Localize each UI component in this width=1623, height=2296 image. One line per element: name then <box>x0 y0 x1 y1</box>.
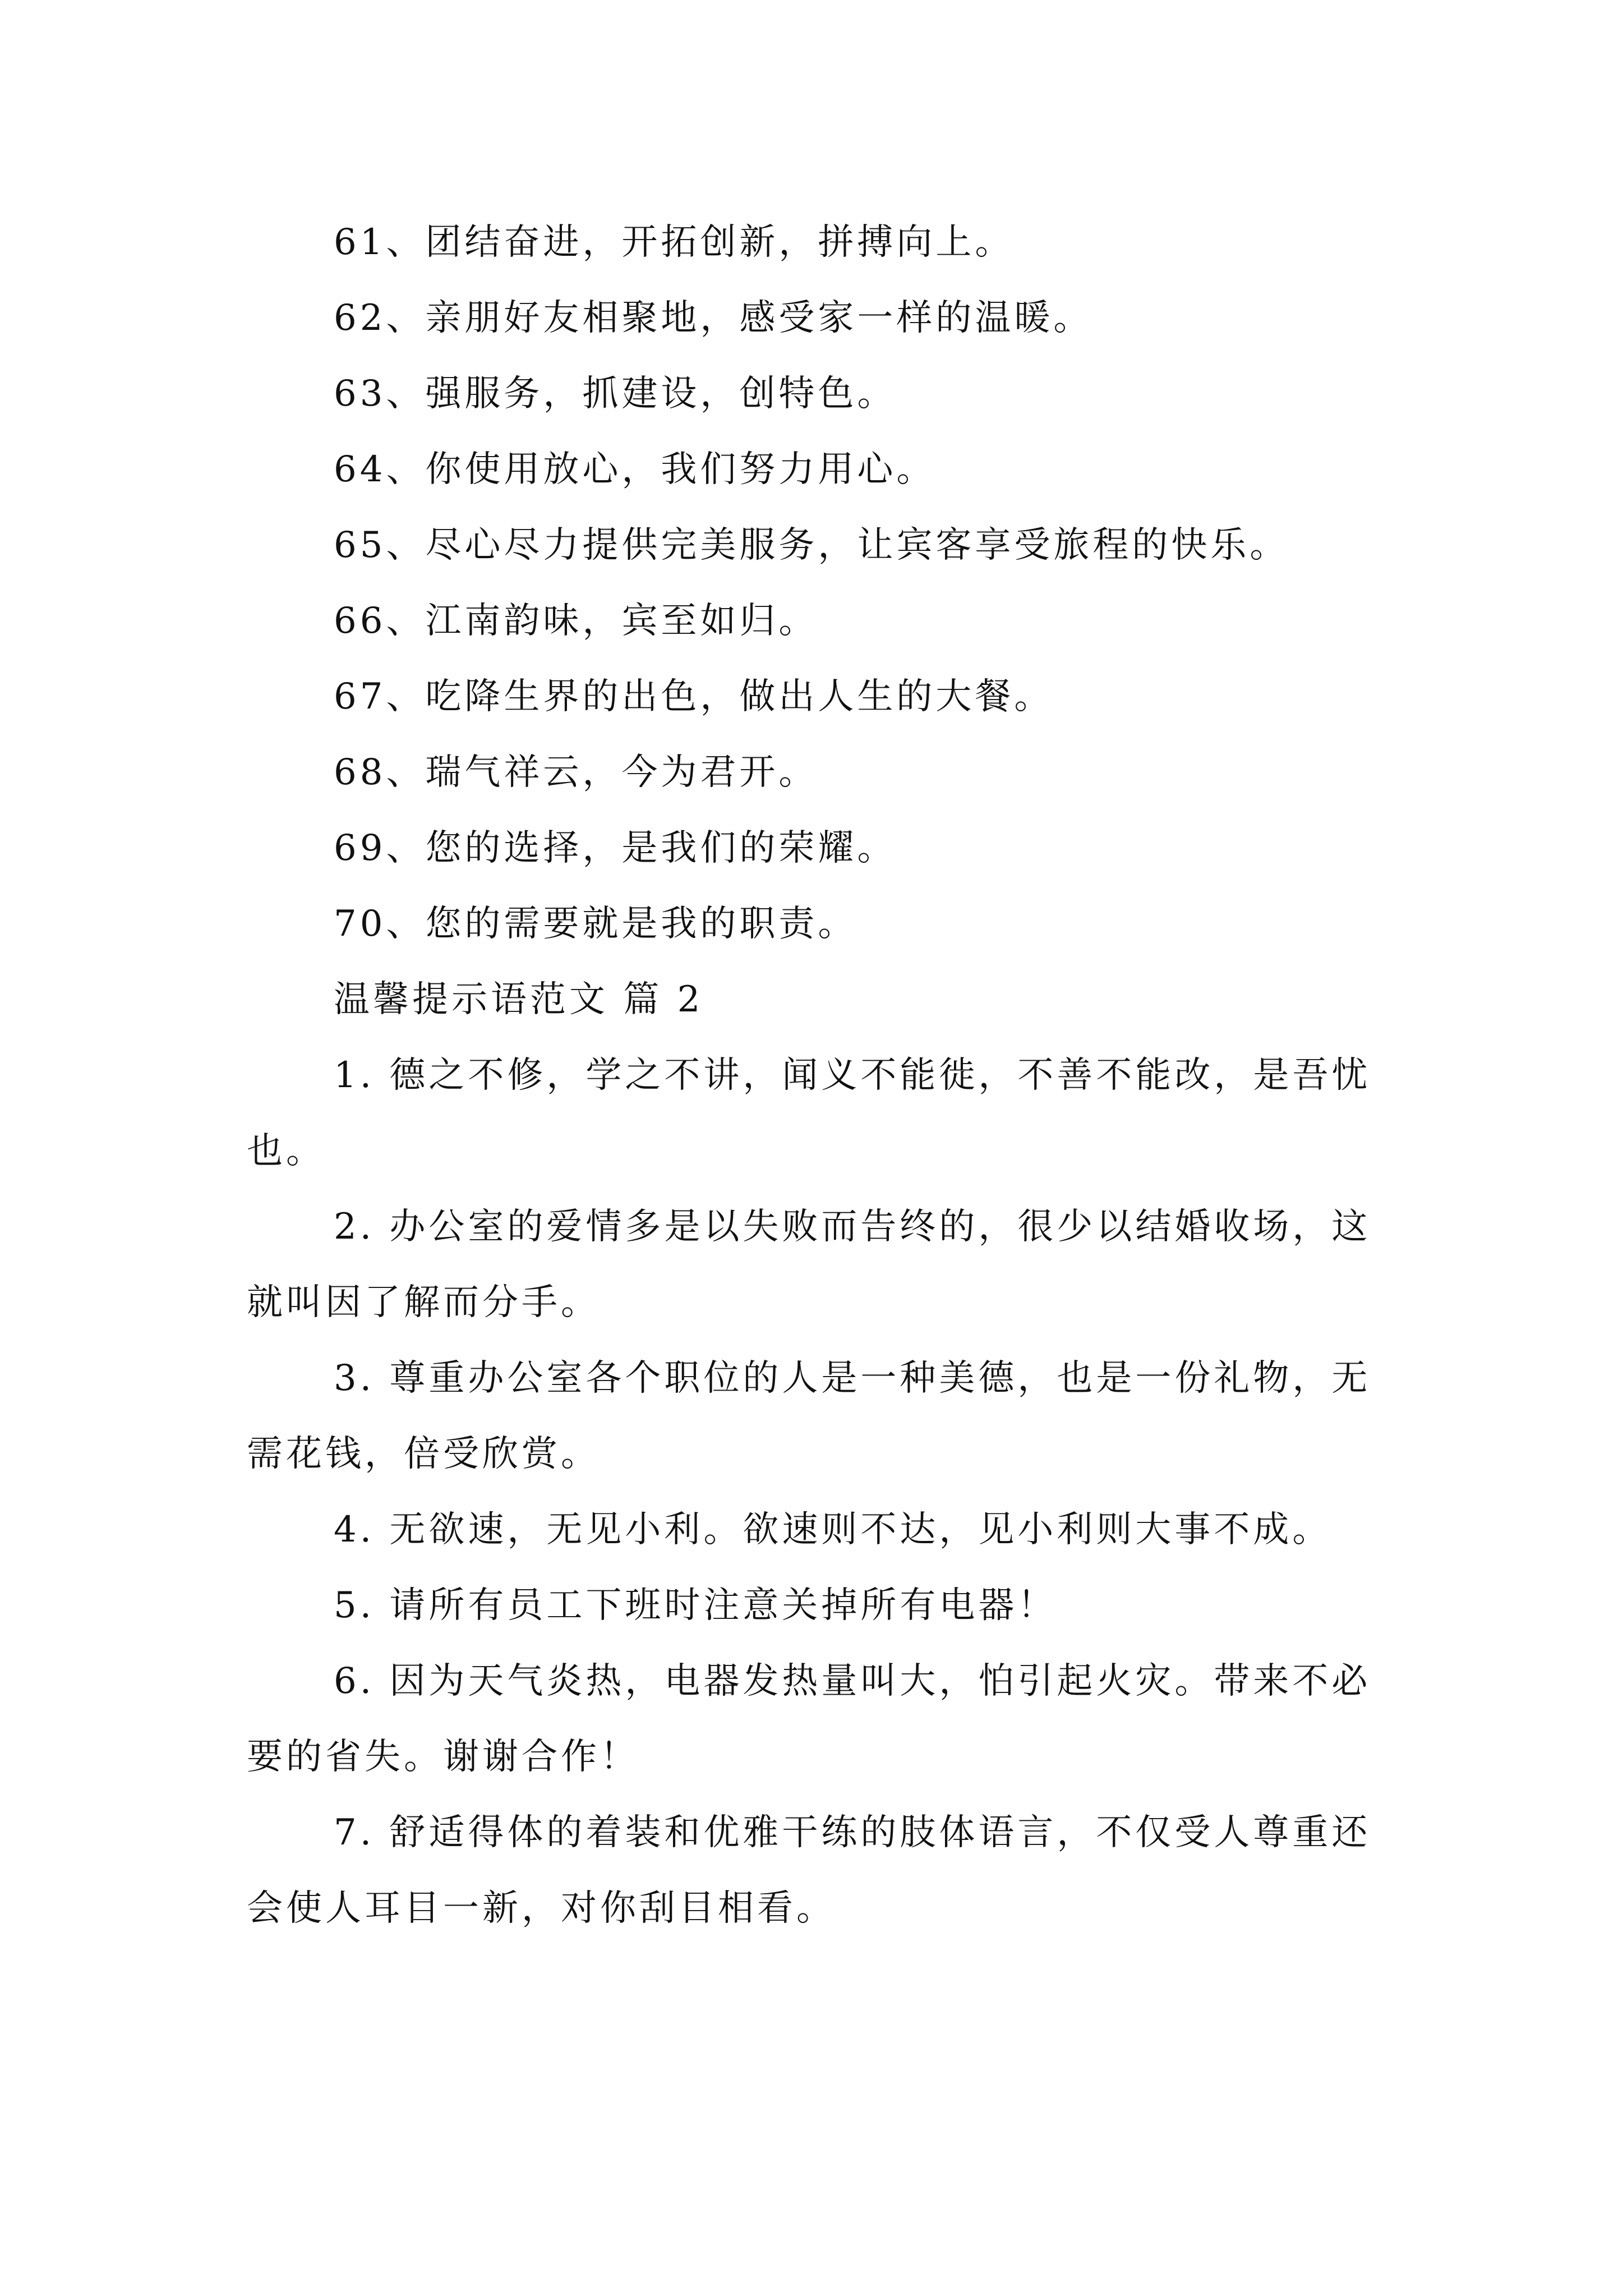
slogan-item: 65、尽心尽力提供完美服务，让宾客享受旅程的快乐。 <box>334 524 1289 566</box>
tip-paragraph: 4. 无欲速，无见小利。欲速则不达，见小利则大事不成。 <box>334 1509 1332 1550</box>
slogan-item: 70、您的需要就是我的职责。 <box>334 903 857 945</box>
slogan-item: 64、你使用放心，我们努力用心。 <box>334 449 936 490</box>
tip-paragraph: 7. 舒适得体的着装和优雅干练的肢体语言，不仅受人尊重还会使人耳目一新，对你刮目相看。 <box>247 1812 1371 1929</box>
section-title: 温馨提示语范文 篇 2 <box>334 979 704 1020</box>
tip-paragraph: 1. 德之不修，学之不讲，闻义不能徙，不善不能改，是吾忧也。 <box>247 1055 1371 1172</box>
tip-paragraph: 5. 请所有员工下班时注意关掉所有电器！ <box>334 1585 1057 1626</box>
tip-paragraph: 3. 尊重办公室各个职位的人是一种美德，也是一份礼物，无需花钱，倍受欣赏。 <box>247 1358 1371 1475</box>
document-body <box>247 205 1391 1947</box>
slogan-item: 63、强服务，抓建设，创特色。 <box>334 373 897 415</box>
slogan-item: 62、亲朋好友相聚地，感受家一样的温暖。 <box>334 297 1093 339</box>
slogan-item: 67、吃降生界的出色，做出人生的大餐。 <box>334 676 1054 717</box>
slogan-item: 68、瑞气祥云，今为君开。 <box>334 752 818 793</box>
tip-paragraph: 2. 办公室的爱情多是以失败而告终的，很少以结婚收场，这就叫因了解而分手。 <box>247 1206 1371 1323</box>
slogan-item: 66、江南韵味，宾至如归。 <box>334 600 818 642</box>
slogan-item: 69、您的选择，是我们的荣耀。 <box>334 827 897 869</box>
tip-paragraph: 6. 因为天气炎热，电器发热量叫大，怕引起火灾。带来不必要的省失。谢谢合作！ <box>247 1660 1371 1778</box>
slogan-item: 61、团结奋进，开拓创新，拼搏向上。 <box>334 222 1015 263</box>
